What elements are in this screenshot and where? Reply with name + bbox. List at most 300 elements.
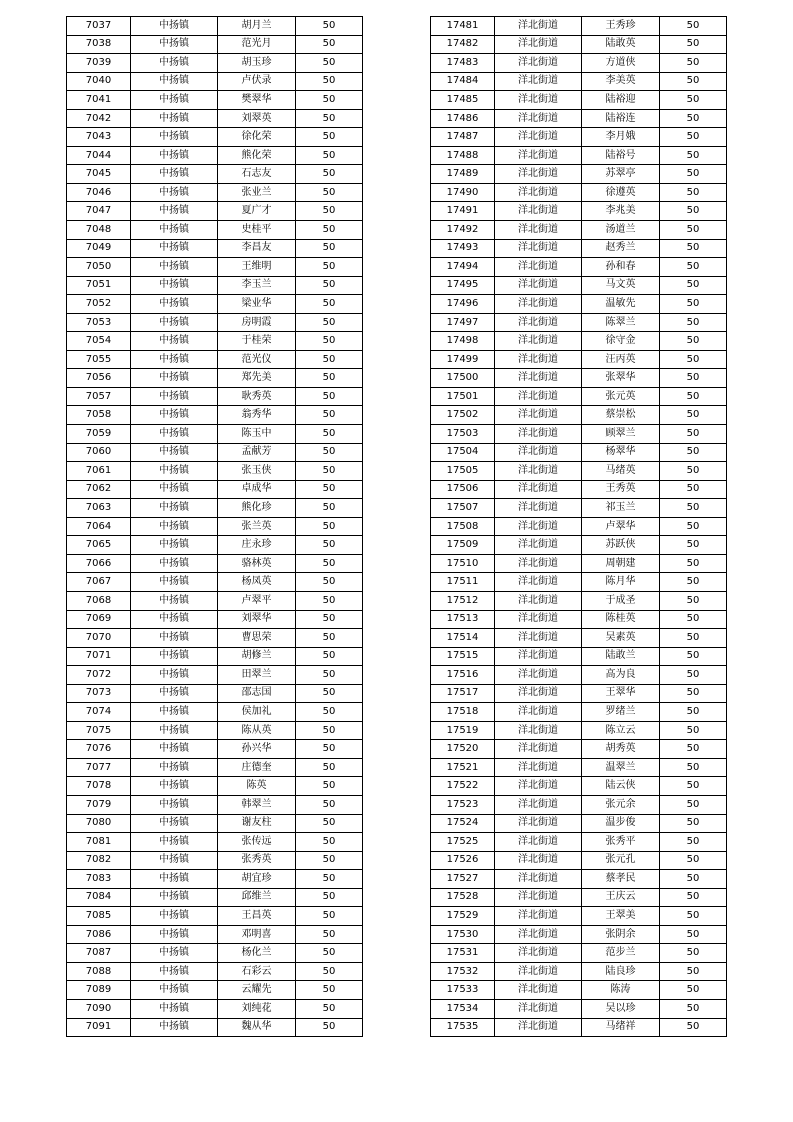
id-cell: 17534 xyxy=(431,999,495,1018)
town-cell: 中扬镇 xyxy=(131,629,218,648)
town-cell: 中扬镇 xyxy=(131,369,218,388)
town-cell: 中扬镇 xyxy=(131,221,218,240)
id-cell: 7060 xyxy=(67,443,131,462)
table-row xyxy=(431,1018,727,1037)
name-cell: 陈从英 xyxy=(218,721,296,740)
town-cell: 中扬镇 xyxy=(131,276,218,295)
id-cell: 7089 xyxy=(67,981,131,1000)
table-row xyxy=(67,17,363,36)
town-cell: 中扬镇 xyxy=(131,573,218,592)
id-cell: 7069 xyxy=(67,610,131,629)
table-row xyxy=(67,833,363,852)
id-cell: 17527 xyxy=(431,870,495,889)
id-cell: 17488 xyxy=(431,146,495,165)
town-cell: 洋北街道 xyxy=(495,554,582,573)
name-cell: 王秀珍 xyxy=(582,17,660,36)
right-roster-table xyxy=(430,16,727,1037)
name-cell: 孟献芳 xyxy=(218,443,296,462)
table-row xyxy=(67,981,363,1000)
table-row xyxy=(67,962,363,981)
amount-cell: 50 xyxy=(296,17,363,36)
name-cell: 陈玉中 xyxy=(218,425,296,444)
name-cell: 徐守金 xyxy=(582,332,660,351)
name-cell: 徐化荣 xyxy=(218,128,296,147)
table-row xyxy=(67,295,363,314)
name-cell: 张秀英 xyxy=(218,851,296,870)
name-cell: 刘纯花 xyxy=(218,999,296,1018)
amount-cell: 50 xyxy=(296,313,363,332)
table-row xyxy=(431,981,727,1000)
amount-cell: 50 xyxy=(660,258,727,277)
town-cell: 中扬镇 xyxy=(131,684,218,703)
amount-cell: 50 xyxy=(660,350,727,369)
name-cell: 杨凤英 xyxy=(218,573,296,592)
table-row xyxy=(431,684,727,703)
name-cell: 李兆美 xyxy=(582,202,660,221)
name-cell: 夏广才 xyxy=(218,202,296,221)
town-cell: 中扬镇 xyxy=(131,554,218,573)
town-cell: 洋北街道 xyxy=(495,183,582,202)
table-row xyxy=(431,91,727,110)
amount-cell: 50 xyxy=(296,888,363,907)
town-cell: 洋北街道 xyxy=(495,981,582,1000)
amount-cell: 50 xyxy=(296,443,363,462)
amount-cell: 50 xyxy=(660,517,727,536)
town-cell: 中扬镇 xyxy=(131,591,218,610)
name-cell: 石志友 xyxy=(218,165,296,184)
table-row xyxy=(67,387,363,406)
table-row xyxy=(431,443,727,462)
town-cell: 洋北街道 xyxy=(495,295,582,314)
name-cell: 庄德奎 xyxy=(218,758,296,777)
id-cell: 7090 xyxy=(67,999,131,1018)
town-cell: 洋北街道 xyxy=(495,833,582,852)
table-row xyxy=(431,239,727,258)
table-row xyxy=(67,276,363,295)
name-cell: 胡宜珍 xyxy=(218,870,296,889)
town-cell: 中扬镇 xyxy=(131,350,218,369)
id-cell: 7044 xyxy=(67,146,131,165)
town-cell: 洋北街道 xyxy=(495,610,582,629)
town-cell: 中扬镇 xyxy=(131,165,218,184)
town-cell: 洋北街道 xyxy=(495,758,582,777)
name-cell: 胡秀英 xyxy=(582,740,660,759)
name-cell: 王维明 xyxy=(218,258,296,277)
amount-cell: 50 xyxy=(660,17,727,36)
town-cell: 中扬镇 xyxy=(131,313,218,332)
amount-cell: 50 xyxy=(296,480,363,499)
id-cell: 7042 xyxy=(67,109,131,128)
amount-cell: 50 xyxy=(296,387,363,406)
town-cell: 洋北街道 xyxy=(495,406,582,425)
name-cell: 耿秀英 xyxy=(218,387,296,406)
amount-cell: 50 xyxy=(296,629,363,648)
amount-cell: 50 xyxy=(296,202,363,221)
amount-cell: 50 xyxy=(660,462,727,481)
amount-cell: 50 xyxy=(296,758,363,777)
amount-cell: 50 xyxy=(296,870,363,889)
name-cell: 范光仪 xyxy=(218,350,296,369)
table-row xyxy=(67,332,363,351)
name-cell: 张元英 xyxy=(582,387,660,406)
table-row xyxy=(67,703,363,722)
id-cell: 17495 xyxy=(431,276,495,295)
name-cell: 邱维兰 xyxy=(218,888,296,907)
table-row xyxy=(67,499,363,518)
id-cell: 7087 xyxy=(67,944,131,963)
table-row xyxy=(431,703,727,722)
amount-cell: 50 xyxy=(660,536,727,555)
amount-cell: 50 xyxy=(660,777,727,796)
name-cell: 李美英 xyxy=(582,72,660,91)
town-cell: 中扬镇 xyxy=(131,425,218,444)
amount-cell: 50 xyxy=(660,833,727,852)
name-cell: 吴以珍 xyxy=(582,999,660,1018)
name-cell: 卢翠平 xyxy=(218,591,296,610)
id-cell: 7048 xyxy=(67,221,131,240)
id-cell: 17532 xyxy=(431,962,495,981)
table-row xyxy=(431,369,727,388)
town-cell: 洋北街道 xyxy=(495,462,582,481)
town-cell: 中扬镇 xyxy=(131,517,218,536)
town-cell: 洋北街道 xyxy=(495,795,582,814)
name-cell: 赵秀兰 xyxy=(582,239,660,258)
name-cell: 史桂平 xyxy=(218,221,296,240)
id-cell: 7038 xyxy=(67,35,131,54)
table-row xyxy=(67,54,363,73)
amount-cell: 50 xyxy=(660,888,727,907)
town-cell: 洋北街道 xyxy=(495,851,582,870)
town-cell: 中扬镇 xyxy=(131,17,218,36)
name-cell: 陈英 xyxy=(218,777,296,796)
table-row xyxy=(67,814,363,833)
amount-cell: 50 xyxy=(296,369,363,388)
id-cell: 7076 xyxy=(67,740,131,759)
table-row xyxy=(431,610,727,629)
town-cell: 中扬镇 xyxy=(131,128,218,147)
town-cell: 中扬镇 xyxy=(131,332,218,351)
town-cell: 洋北街道 xyxy=(495,925,582,944)
town-cell: 洋北街道 xyxy=(495,573,582,592)
id-cell: 7067 xyxy=(67,573,131,592)
id-cell: 7037 xyxy=(67,17,131,36)
name-cell: 周朝建 xyxy=(582,554,660,573)
id-cell: 17529 xyxy=(431,907,495,926)
table-row xyxy=(431,591,727,610)
id-cell: 17496 xyxy=(431,295,495,314)
name-cell: 汤道兰 xyxy=(582,221,660,240)
name-cell: 方道侠 xyxy=(582,54,660,73)
table-row xyxy=(67,480,363,499)
name-cell: 高为良 xyxy=(582,666,660,685)
amount-cell: 50 xyxy=(660,962,727,981)
table-row xyxy=(67,183,363,202)
town-cell: 中扬镇 xyxy=(131,183,218,202)
table-row xyxy=(431,814,727,833)
id-cell: 17501 xyxy=(431,387,495,406)
table-row xyxy=(67,795,363,814)
amount-cell: 50 xyxy=(660,54,727,73)
amount-cell: 50 xyxy=(296,610,363,629)
town-cell: 洋北街道 xyxy=(495,888,582,907)
table-row xyxy=(67,258,363,277)
amount-cell: 50 xyxy=(296,109,363,128)
name-cell: 陆敢兰 xyxy=(582,647,660,666)
table-row xyxy=(431,795,727,814)
amount-cell: 50 xyxy=(296,999,363,1018)
table-row xyxy=(67,610,363,629)
town-cell: 中扬镇 xyxy=(131,814,218,833)
id-cell: 7054 xyxy=(67,332,131,351)
id-cell: 7070 xyxy=(67,629,131,648)
town-cell: 中扬镇 xyxy=(131,258,218,277)
amount-cell: 50 xyxy=(660,851,727,870)
name-cell: 郑先美 xyxy=(218,369,296,388)
id-cell: 7052 xyxy=(67,295,131,314)
amount-cell: 50 xyxy=(296,554,363,573)
left-roster-table xyxy=(66,16,363,1037)
name-cell: 杨翠华 xyxy=(582,443,660,462)
name-cell: 陆敢英 xyxy=(582,35,660,54)
amount-cell: 50 xyxy=(296,647,363,666)
table-row xyxy=(431,758,727,777)
town-cell: 洋北街道 xyxy=(495,369,582,388)
amount-cell: 50 xyxy=(660,907,727,926)
amount-cell: 50 xyxy=(296,573,363,592)
town-cell: 中扬镇 xyxy=(131,91,218,110)
town-cell: 中扬镇 xyxy=(131,610,218,629)
id-cell: 17490 xyxy=(431,183,495,202)
name-cell: 邵志国 xyxy=(218,684,296,703)
id-cell: 7062 xyxy=(67,480,131,499)
name-cell: 蔡崇松 xyxy=(582,406,660,425)
town-cell: 中扬镇 xyxy=(131,146,218,165)
id-cell: 7083 xyxy=(67,870,131,889)
id-cell: 17525 xyxy=(431,833,495,852)
name-cell: 陆裕号 xyxy=(582,146,660,165)
left-roster-body xyxy=(67,17,363,1037)
table-row xyxy=(431,350,727,369)
id-cell: 7080 xyxy=(67,814,131,833)
town-cell: 洋北街道 xyxy=(495,332,582,351)
id-cell: 17531 xyxy=(431,944,495,963)
table-row xyxy=(431,221,727,240)
amount-cell: 50 xyxy=(296,814,363,833)
town-cell: 洋北街道 xyxy=(495,1018,582,1037)
town-cell: 洋北街道 xyxy=(495,647,582,666)
name-cell: 魏从华 xyxy=(218,1018,296,1037)
table-row xyxy=(67,35,363,54)
table-row xyxy=(431,295,727,314)
amount-cell: 50 xyxy=(296,128,363,147)
amount-cell: 50 xyxy=(660,183,727,202)
amount-cell: 50 xyxy=(296,944,363,963)
table-row xyxy=(67,666,363,685)
amount-cell: 50 xyxy=(660,795,727,814)
town-cell: 洋北街道 xyxy=(495,443,582,462)
table-row xyxy=(431,313,727,332)
amount-cell: 50 xyxy=(296,276,363,295)
id-cell: 7066 xyxy=(67,554,131,573)
town-cell: 洋北街道 xyxy=(495,109,582,128)
town-cell: 洋北街道 xyxy=(495,165,582,184)
id-cell: 7075 xyxy=(67,721,131,740)
table-row xyxy=(431,888,727,907)
table-row xyxy=(67,740,363,759)
town-cell: 洋北街道 xyxy=(495,239,582,258)
id-cell: 7053 xyxy=(67,313,131,332)
id-cell: 17506 xyxy=(431,480,495,499)
amount-cell: 50 xyxy=(296,165,363,184)
amount-cell: 50 xyxy=(660,387,727,406)
id-cell: 17509 xyxy=(431,536,495,555)
town-cell: 中扬镇 xyxy=(131,406,218,425)
table-row xyxy=(67,554,363,573)
id-cell: 17504 xyxy=(431,443,495,462)
amount-cell: 50 xyxy=(660,221,727,240)
table-row xyxy=(67,146,363,165)
name-cell: 李玉兰 xyxy=(218,276,296,295)
id-cell: 7058 xyxy=(67,406,131,425)
town-cell: 中扬镇 xyxy=(131,647,218,666)
id-cell: 7065 xyxy=(67,536,131,555)
town-cell: 中扬镇 xyxy=(131,870,218,889)
town-cell: 中扬镇 xyxy=(131,443,218,462)
town-cell: 中扬镇 xyxy=(131,777,218,796)
amount-cell: 50 xyxy=(660,202,727,221)
table-row xyxy=(67,425,363,444)
id-cell: 7086 xyxy=(67,925,131,944)
table-row xyxy=(431,517,727,536)
name-cell: 曹思荣 xyxy=(218,629,296,648)
town-cell: 中扬镇 xyxy=(131,758,218,777)
town-cell: 洋北街道 xyxy=(495,54,582,73)
table-row xyxy=(431,944,727,963)
name-cell: 温步俊 xyxy=(582,814,660,833)
amount-cell: 50 xyxy=(296,925,363,944)
amount-cell: 50 xyxy=(296,146,363,165)
table-row xyxy=(67,202,363,221)
id-cell: 17533 xyxy=(431,981,495,1000)
table-row xyxy=(67,591,363,610)
amount-cell: 50 xyxy=(296,72,363,91)
town-cell: 洋北街道 xyxy=(495,91,582,110)
table-row xyxy=(431,128,727,147)
table-row xyxy=(431,536,727,555)
name-cell: 陈立云 xyxy=(582,721,660,740)
name-cell: 范步兰 xyxy=(582,944,660,963)
name-cell: 苏翠亭 xyxy=(582,165,660,184)
amount-cell: 50 xyxy=(660,480,727,499)
id-cell: 7071 xyxy=(67,647,131,666)
amount-cell: 50 xyxy=(296,239,363,258)
amount-cell: 50 xyxy=(660,313,727,332)
name-cell: 孙兴华 xyxy=(218,740,296,759)
town-cell: 中扬镇 xyxy=(131,666,218,685)
table-row xyxy=(67,777,363,796)
name-cell: 田翠兰 xyxy=(218,666,296,685)
amount-cell: 50 xyxy=(660,72,727,91)
id-cell: 7051 xyxy=(67,276,131,295)
amount-cell: 50 xyxy=(660,629,727,648)
right-roster-body xyxy=(431,17,727,1037)
name-cell: 张秀平 xyxy=(582,833,660,852)
name-cell: 熊化荣 xyxy=(218,146,296,165)
table-row xyxy=(67,443,363,462)
town-cell: 中扬镇 xyxy=(131,499,218,518)
name-cell: 卓成华 xyxy=(218,480,296,499)
table-row xyxy=(67,239,363,258)
amount-cell: 50 xyxy=(660,276,727,295)
amount-cell: 50 xyxy=(296,721,363,740)
name-cell: 石彩云 xyxy=(218,962,296,981)
town-cell: 中扬镇 xyxy=(131,387,218,406)
town-cell: 洋北街道 xyxy=(495,258,582,277)
name-cell: 张元余 xyxy=(582,795,660,814)
name-cell: 陈翠兰 xyxy=(582,313,660,332)
id-cell: 7055 xyxy=(67,350,131,369)
name-cell: 侯加礼 xyxy=(218,703,296,722)
amount-cell: 50 xyxy=(660,814,727,833)
id-cell: 17513 xyxy=(431,610,495,629)
name-cell: 祁玉兰 xyxy=(582,499,660,518)
name-cell: 陆裕连 xyxy=(582,109,660,128)
table-row xyxy=(431,962,727,981)
id-cell: 17507 xyxy=(431,499,495,518)
name-cell: 谢友柱 xyxy=(218,814,296,833)
id-cell: 17518 xyxy=(431,703,495,722)
town-cell: 中扬镇 xyxy=(131,54,218,73)
town-cell: 中扬镇 xyxy=(131,833,218,852)
id-cell: 7064 xyxy=(67,517,131,536)
table-row xyxy=(431,425,727,444)
amount-cell: 50 xyxy=(296,517,363,536)
town-cell: 中扬镇 xyxy=(131,480,218,499)
table-row xyxy=(431,721,727,740)
town-cell: 洋北街道 xyxy=(495,425,582,444)
id-cell: 7088 xyxy=(67,962,131,981)
name-cell: 徐遵英 xyxy=(582,183,660,202)
amount-cell: 50 xyxy=(296,536,363,555)
id-cell: 7057 xyxy=(67,387,131,406)
id-cell: 17487 xyxy=(431,128,495,147)
amount-cell: 50 xyxy=(660,128,727,147)
table-row xyxy=(67,72,363,91)
table-row xyxy=(431,406,727,425)
name-cell: 王庆云 xyxy=(582,888,660,907)
name-cell: 蔡孝民 xyxy=(582,870,660,889)
table-row xyxy=(67,406,363,425)
amount-cell: 50 xyxy=(296,684,363,703)
name-cell: 张阴余 xyxy=(582,925,660,944)
town-cell: 中扬镇 xyxy=(131,962,218,981)
town-cell: 洋北街道 xyxy=(495,870,582,889)
amount-cell: 50 xyxy=(660,573,727,592)
id-cell: 17516 xyxy=(431,666,495,685)
town-cell: 中扬镇 xyxy=(131,721,218,740)
id-cell: 17482 xyxy=(431,35,495,54)
id-cell: 7072 xyxy=(67,666,131,685)
town-cell: 中扬镇 xyxy=(131,462,218,481)
amount-cell: 50 xyxy=(296,499,363,518)
name-cell: 于成圣 xyxy=(582,591,660,610)
table-row xyxy=(431,54,727,73)
id-cell: 7041 xyxy=(67,91,131,110)
id-cell: 7049 xyxy=(67,239,131,258)
name-cell: 胡修兰 xyxy=(218,647,296,666)
town-cell: 中扬镇 xyxy=(131,795,218,814)
id-cell: 17521 xyxy=(431,758,495,777)
